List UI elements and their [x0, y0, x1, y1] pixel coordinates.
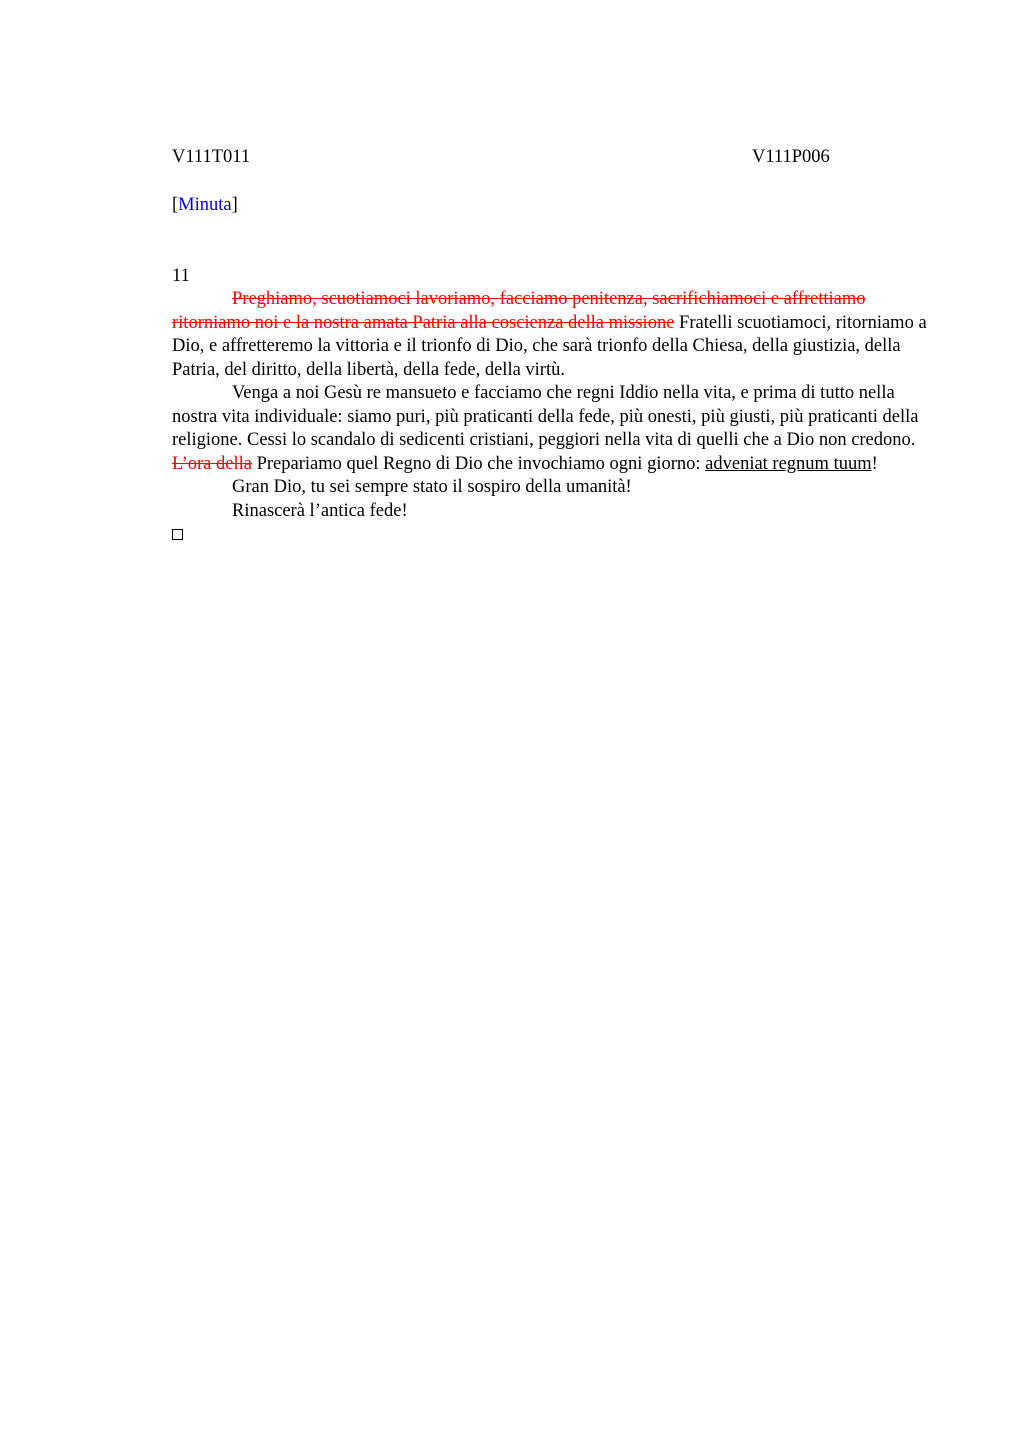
underlined-text: adveniat regnum tuum	[705, 453, 872, 474]
square-outline-icon	[172, 529, 183, 540]
paragraph-text: !	[871, 453, 878, 474]
paragraph-3: Gran Dio, tu sei sempre stato il sospiro della umanità!	[232, 477, 632, 497]
document-page	[172, 146, 932, 548]
minuta-bracket-close: ]	[231, 195, 238, 215]
paragraph-2	[172, 382, 932, 476]
document-code-left: V111T011	[172, 147, 251, 167]
minuta-label	[172, 194, 932, 218]
minuta-bracket-open: [	[172, 195, 179, 215]
minuta-text: Minuta	[178, 195, 232, 215]
paragraph-text: Fratelli scuotiamoci, ritorniamo a Dio, e affretteremo la vittoria e il trionfo di Dio, che sarà trionfo della Chiesa, della giustizia, della Patria, del diritto, della libertà, della fede, della virtù.	[172, 312, 927, 380]
paragraph-1	[172, 288, 932, 382]
paragraph-text: Prepariamo quel Regno di Dio che invochiamo ogni giorno:	[251, 453, 706, 474]
paragraph-4: Rinascerà l’antica fede!	[232, 500, 408, 521]
deleted-text: Preghiamo, scuotiamoci lavoriamo, facciamo penitenza, sacrifichiamoci e affrettiamo ritorniamo noi e la nostra amata Patria alla coscienza della missione	[172, 289, 866, 333]
document-header	[172, 146, 932, 170]
page-number: 11	[172, 265, 190, 286]
end-marker	[172, 523, 932, 548]
document-code-right: V111P006	[752, 147, 830, 167]
paragraph-text: Venga a noi Gesù re mansueto e facciamo che regni Iddio nella vita, e prima di tutto nella nostra vita individuale: siamo puri, più praticanti della fede, più onesti, più giusti, più praticanti della religione. Cessi lo scandalo di sedicenti cristiani, peggiori nella vita di quelli che a Dio non credono.	[172, 383, 919, 450]
deleted-text: L’ora della	[172, 453, 252, 474]
